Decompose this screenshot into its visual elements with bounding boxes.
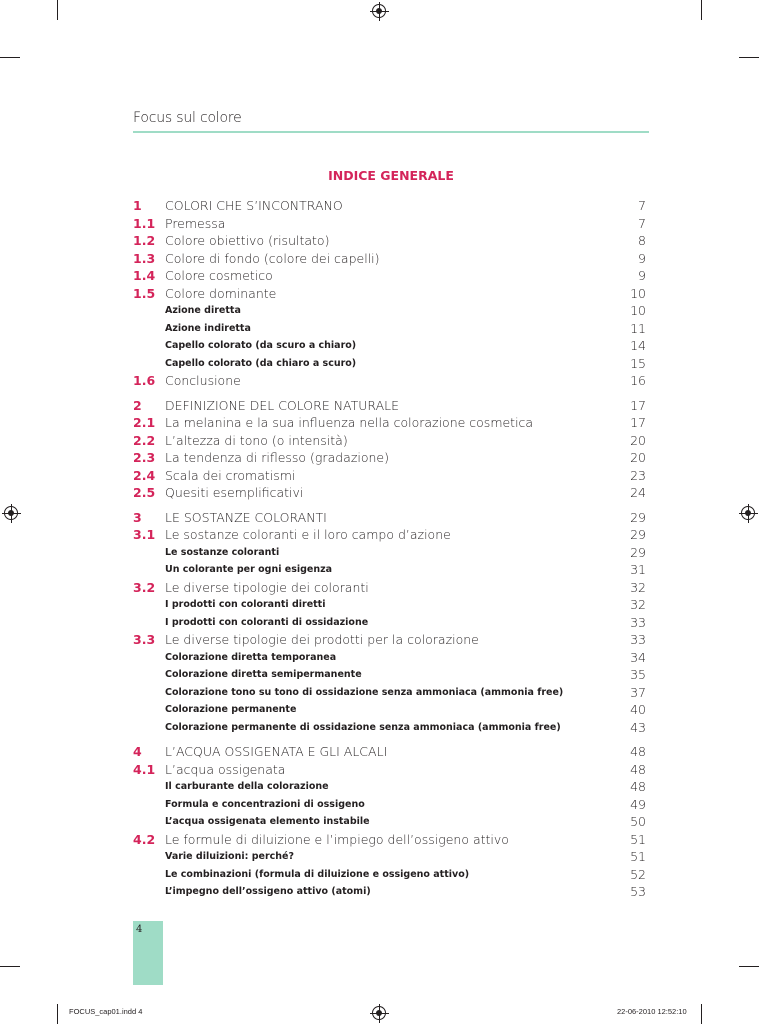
toc-entry-number: 4.1 [133, 761, 156, 777]
toc-entry-title: Il carburante della colorazione [165, 781, 329, 792]
toc-entry-title: Le diverse tipologie dei coloranti [165, 579, 369, 595]
toc-entry-number: 2.4 [133, 467, 156, 483]
toc-entry-title: Le formule di diluizione e l’impiego dell’ossigeno attivo [165, 831, 509, 847]
toc-entry [133, 285, 646, 303]
toc-entry-number: 3.2 [133, 579, 156, 595]
toc-entry-page: 33 [630, 614, 646, 630]
toc-entry-title: Colorazione tono su tono di ossidazione senza ammoniaca (ammonia free) [165, 686, 564, 698]
toc-entry-page: 53 [630, 884, 646, 899]
toc-entry-page: 48 [630, 761, 646, 777]
toc-subentry [133, 719, 646, 737]
toc-subentry [133, 701, 646, 719]
crop-mark-bottom-left-v [57, 1004, 58, 1024]
toc-entry-page: 33 [630, 632, 646, 647]
toc-entry-page: 40 [630, 702, 646, 717]
toc-entry-title: Un colorante per ogni esigenza [165, 564, 333, 575]
toc-entry-number: 2.1 [133, 415, 156, 430]
running-head: Focus sul colore [133, 110, 242, 126]
toc-entry-title: Premessa [165, 215, 226, 231]
crop-mark-bottom-right-h [739, 966, 759, 967]
registration-mark-right-icon [741, 506, 755, 520]
toc-subentry [133, 596, 646, 614]
toc-entry [133, 215, 646, 233]
toc-subentry [133, 866, 646, 884]
toc-entry-number: 3.3 [133, 632, 156, 647]
toc-entry-number: 2.3 [133, 450, 156, 465]
toc-subentry [133, 684, 646, 702]
toc-entry-number: 1.1 [133, 215, 156, 231]
toc-entry-title: Colore dominante [165, 285, 277, 301]
toc-entry-title: Conclusione [165, 373, 241, 388]
crop-mark-top-left-h [0, 57, 20, 58]
toc-entry-page: 51 [630, 831, 646, 847]
toc-subentry [133, 778, 646, 796]
toc-entry-page: 43 [630, 719, 646, 735]
toc-entry-page: 24 [630, 485, 646, 500]
toc-entry-number: 2 [133, 397, 142, 413]
registration-mark-left-icon [4, 506, 18, 520]
toc-entry-title: Le sostanze coloranti e il loro campo d’azione [165, 527, 451, 542]
toc-entry-title: La melanina e la sua influenza nella colorazione cosmetica [165, 415, 534, 430]
toc-entry [133, 414, 646, 432]
toc-entry-title: DEFINIZIONE DEL COLORE NATURALE [165, 397, 399, 413]
toc-subentry [133, 848, 646, 866]
toc-entry [133, 579, 646, 597]
toc-entry [133, 761, 646, 779]
toc-entry-title: Scala dei cromatismi [165, 467, 296, 483]
toc-entry-page: 48 [630, 779, 646, 794]
crop-mark-top-left-v [57, 0, 58, 20]
toc-entry-page: 35 [630, 667, 646, 682]
toc-entry-page: 7 [638, 215, 646, 231]
toc-entry-page: 9 [638, 268, 646, 283]
toc-entry-page: 37 [630, 684, 646, 700]
index-title: INDICE GENERALE [328, 168, 454, 183]
slug-file-info: FOCUS_cap01.indd 4 [69, 1007, 143, 1016]
toc-entry-page: 29 [630, 509, 646, 525]
toc-entry [133, 372, 646, 390]
toc-entry-title: Capello colorato (da chiaro a scuro) [165, 357, 357, 369]
toc-entry-page: 49 [630, 796, 646, 812]
toc-subentry [133, 666, 646, 684]
crop-mark-top-right-v [701, 0, 702, 20]
toc-entry-page: 31 [630, 562, 646, 577]
toc-subentry [133, 813, 646, 831]
toc-entry [133, 397, 646, 415]
toc-entry-page: 34 [630, 649, 646, 665]
toc-entry-page: 32 [630, 579, 646, 595]
toc-entry-title: I prodotti con coloranti diretti [165, 599, 326, 610]
toc-entry-title: Capello colorato (da scuro a chiaro) [165, 340, 357, 351]
toc-subentry [133, 544, 646, 562]
toc-entry [133, 831, 646, 849]
toc-entry-page: 20 [630, 450, 646, 465]
toc-entry-title: Azione diretta [165, 305, 241, 316]
toc-subentry [133, 302, 646, 320]
toc-entry-title: Le combinazioni (formula di diluizione e ossigeno attivo) [165, 868, 470, 880]
header-rule [133, 131, 649, 133]
toc-entry-page: 29 [630, 544, 646, 560]
toc-entry [133, 197, 646, 215]
toc-entry [133, 509, 646, 527]
registration-mark-bottom-icon [372, 1006, 386, 1020]
registration-mark-top-icon [372, 4, 386, 18]
slug-timestamp: 22-06-2010 12:52:10 [617, 1007, 687, 1016]
toc-entry-number: 1.4 [133, 268, 156, 283]
crop-mark-top-right-h [739, 57, 759, 58]
toc-entry-number: 2.5 [133, 485, 156, 500]
toc-entry-title: LE SOSTANZE COLORANTI [165, 509, 327, 525]
toc-entry-title: Colorazione permanente di ossidazione senza ammoniaca (ammonia free) [165, 721, 561, 733]
toc-entry-number: 1.6 [133, 373, 156, 388]
toc-entry-page: 48 [630, 744, 646, 759]
toc-entry-title: Colore obiettivo (risultato) [165, 233, 330, 248]
toc-entry [133, 526, 646, 544]
toc-entry-page: 14 [630, 338, 646, 353]
toc-entry-title: Colorazione diretta temporanea [165, 651, 337, 663]
toc-entry-page: 20 [630, 432, 646, 448]
toc-entry-title: Colorazione diretta semipermanente [165, 669, 362, 680]
toc-entry-page: 10 [630, 285, 646, 301]
toc-entry-page: 23 [630, 467, 646, 483]
toc-entry-title: COLORI CHE S’INCONTRANO [165, 198, 343, 213]
toc-entry [133, 250, 646, 268]
toc-entry-title: Le sostanze coloranti [165, 546, 280, 558]
toc-entry-title: I prodotti con coloranti di ossidazione [165, 616, 369, 628]
toc-entry-title: L’impegno dell’ossigeno attivo (atomi) [165, 886, 371, 897]
toc-entry-title: Colorazione permanente [165, 704, 297, 715]
toc-entry-number: 4.2 [133, 831, 156, 847]
toc-entry-page: 15 [630, 355, 646, 371]
toc-entry-number: 1.3 [133, 250, 156, 266]
toc-entry-page: 32 [630, 597, 646, 612]
toc-entry-number: 1.5 [133, 285, 156, 301]
toc-entry-title: L’altezza di tono (o intensità) [165, 432, 348, 448]
toc-entry-page: 50 [630, 814, 646, 829]
toc-entry [133, 467, 646, 485]
toc-subentry [133, 649, 646, 667]
page-number: 4 [136, 924, 143, 935]
toc-entry-title: Colore di fondo (colore dei capelli) [165, 250, 380, 266]
toc-subentry [133, 355, 646, 373]
toc-entry-number: 4 [133, 744, 142, 759]
toc-entry-page: 52 [630, 866, 646, 882]
toc-entry-page: 17 [630, 397, 646, 413]
crop-mark-bottom-right-v [701, 1004, 702, 1024]
crop-mark-bottom-left-h [0, 966, 20, 967]
toc-entry-title: Varie diluizioni: perché? [165, 851, 294, 862]
toc-entry-page: 7 [638, 198, 646, 213]
toc-entry [133, 432, 646, 450]
toc-entry-page: 29 [630, 527, 646, 542]
toc-entry-title: Colore cosmetico [165, 268, 273, 283]
toc-entry-page: 16 [630, 373, 646, 388]
toc-entry-title: Le diverse tipologie dei prodotti per la colorazione [165, 632, 479, 647]
toc-entry-number: 1.2 [133, 233, 156, 248]
toc-entry-title: Quesiti esemplificativi [165, 485, 304, 500]
toc-entry-title: L’ACQUA OSSIGENATA E GLI ALCALI [165, 744, 388, 759]
toc-entry [133, 631, 646, 649]
toc-entry-page: 11 [630, 320, 646, 336]
toc-entry-number: 3.1 [133, 527, 156, 542]
toc-entry-number: 3 [133, 509, 142, 525]
toc-entry [133, 743, 646, 761]
toc-entry-title: Azione indiretta [165, 322, 251, 334]
toc-subentry [133, 796, 646, 814]
toc-entry-page: 8 [638, 233, 646, 248]
toc-entry-page: 17 [630, 415, 646, 430]
toc-subentry [133, 561, 646, 579]
toc-subentry [133, 883, 646, 901]
table-of-contents [133, 197, 646, 901]
toc-entry-page: 51 [630, 849, 646, 864]
toc-entry [133, 232, 646, 250]
toc-entry-title: L’acqua ossigenata [165, 761, 286, 777]
toc-subentry [133, 614, 646, 632]
toc-entry-title: La tendenza di riflesso (gradazione) [165, 450, 389, 465]
toc-entry-title: Formula e concentrazioni di ossigeno [165, 798, 365, 810]
toc-entry-page: 9 [638, 250, 646, 266]
toc-subentry [133, 320, 646, 338]
toc-entry-number: 1 [133, 198, 142, 213]
toc-entry [133, 484, 646, 502]
toc-entry-number: 2.2 [133, 432, 156, 448]
toc-entry-title: L’acqua ossigenata elemento instabile [165, 816, 370, 827]
toc-entry [133, 449, 646, 467]
toc-subentry [133, 337, 646, 355]
toc-entry [133, 267, 646, 285]
toc-entry-page: 10 [630, 303, 646, 318]
